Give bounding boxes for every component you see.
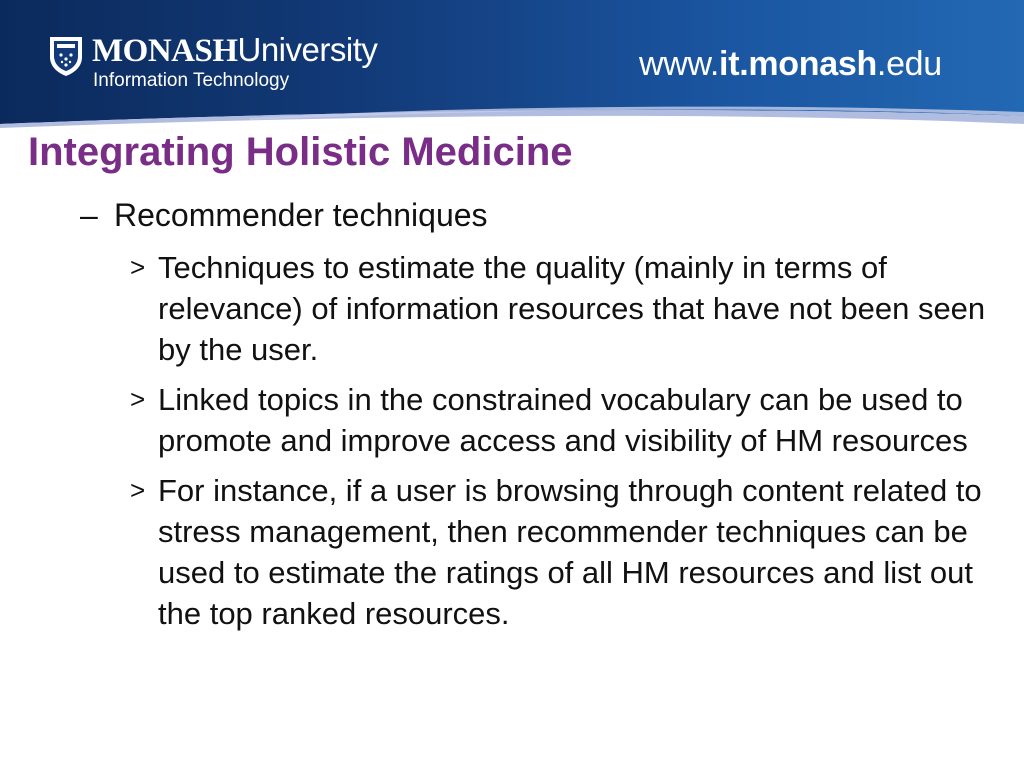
bullet-marker: >: [130, 252, 146, 282]
website-url: [639, 45, 942, 83]
url-it: it: [719, 45, 740, 83]
bullet-text: Techniques to estimate the quality (mainly in terms of relevance) of information resources that have not been seen by the user.: [158, 250, 986, 367]
bullet-marker: >: [130, 475, 146, 505]
university-logo-text: [92, 32, 377, 69]
level1-text: Recommender techniques: [114, 197, 488, 233]
logo-word-university: University: [237, 31, 378, 68]
list-item: [128, 247, 1008, 370]
slide-title: Integrating Holistic Medicine: [28, 130, 573, 174]
list-item: [128, 379, 1008, 461]
url-monash: .monash: [739, 45, 877, 83]
dash-marker: –: [80, 197, 98, 233]
bullet-text: Linked topics in the constrained vocabulary can be used to promote and improve access and visibility of HM resources: [158, 382, 968, 458]
bullet-text: For instance, if a user is browsing through content related to stress management, then recommender techniques can be used to estimate the ratings of all HM resources and list out the top ranked resources.: [158, 473, 982, 631]
level1-bullet: [80, 195, 488, 235]
list-item: [128, 470, 1008, 634]
url-suffix: .edu: [876, 45, 942, 83]
department-name: Information Technology: [93, 70, 290, 91]
bullet-list: [128, 247, 1008, 643]
slide-header: [0, 0, 1024, 128]
bullet-marker: >: [130, 384, 146, 414]
monash-crest-icon: [48, 35, 84, 77]
logo-word-monash: MONASH: [92, 33, 238, 69]
url-prefix: www.: [639, 45, 720, 83]
